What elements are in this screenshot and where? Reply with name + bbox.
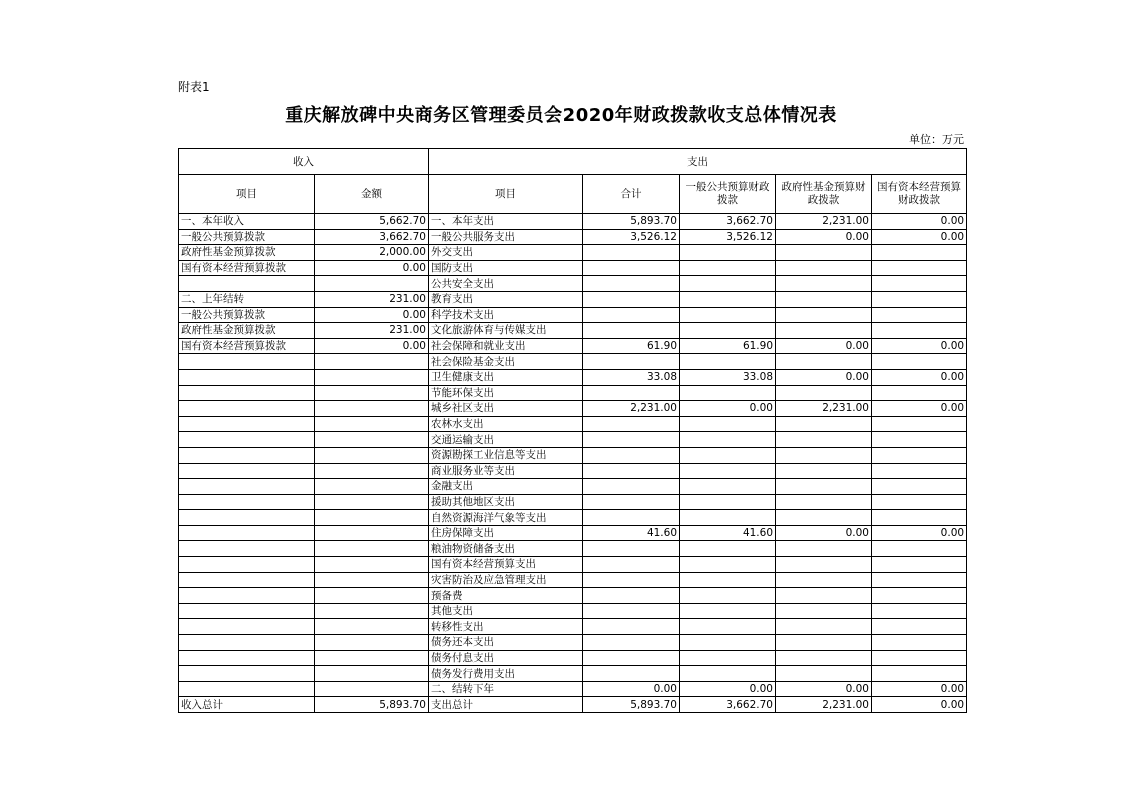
income-amount-cell xyxy=(315,401,429,417)
exp-item-cell: 债务付息支出 xyxy=(429,650,583,666)
table-row xyxy=(179,557,967,573)
exp-item-cell: 城乡社区支出 xyxy=(429,401,583,417)
income-item-cell xyxy=(179,666,315,682)
exp-item-cell: 粮油物资储备支出 xyxy=(429,541,583,557)
income-item-cell xyxy=(179,369,315,385)
unit-label: 单位：万元 xyxy=(909,133,964,146)
table-row xyxy=(179,572,967,588)
general-cell: 41.60 xyxy=(680,525,776,541)
fund-cell: 0.00 xyxy=(776,338,872,354)
exp-item-cell: 农林水支出 xyxy=(429,416,583,432)
general-cell xyxy=(680,416,776,432)
total-cell xyxy=(583,245,680,261)
exp-item-cell: 转移性支出 xyxy=(429,619,583,635)
table-row xyxy=(179,681,967,697)
exp-item-cell: 住房保障支出 xyxy=(429,525,583,541)
total-cell xyxy=(583,572,680,588)
table-row xyxy=(179,214,967,230)
exp-item-cell: 一般公共服务支出 xyxy=(429,229,583,245)
income-amount-cell: 0.00 xyxy=(315,260,429,276)
total-cell xyxy=(583,385,680,401)
table-row xyxy=(179,541,967,557)
general-cell xyxy=(680,260,776,276)
state-cell xyxy=(872,494,967,510)
income-amount-cell xyxy=(315,276,429,292)
table-row xyxy=(179,619,967,635)
fund-cell xyxy=(776,557,872,573)
table-row xyxy=(179,369,967,385)
income-amount-cell: 231.00 xyxy=(315,323,429,339)
total-cell: 5,893.70 xyxy=(583,214,680,230)
header-row-group xyxy=(179,149,967,175)
income-amount-cell: 5,662.70 xyxy=(315,214,429,230)
fund-cell xyxy=(776,245,872,261)
income-item-cell xyxy=(179,572,315,588)
income-item-cell xyxy=(179,416,315,432)
table-row xyxy=(179,229,967,245)
total-cell xyxy=(583,307,680,323)
fund-cell xyxy=(776,541,872,557)
income-item-cell xyxy=(179,432,315,448)
total-cell xyxy=(583,588,680,604)
budget-table xyxy=(178,148,967,713)
income-item-cell xyxy=(179,479,315,495)
exp-item-cell: 自然资源海洋气象等支出 xyxy=(429,510,583,526)
exp-item-cell: 科学技术支出 xyxy=(429,307,583,323)
table-row xyxy=(179,401,967,417)
general-cell xyxy=(680,572,776,588)
general-cell xyxy=(680,619,776,635)
state-cell xyxy=(872,245,967,261)
col-header-income-amount: 金额 xyxy=(315,175,429,214)
total-cell xyxy=(583,510,680,526)
income-item-cell xyxy=(179,588,315,604)
state-cell xyxy=(872,291,967,307)
general-cell xyxy=(680,510,776,526)
fund-cell: 0.00 xyxy=(776,369,872,385)
total-cell xyxy=(583,479,680,495)
col-header-state: 国有资本经营预算财政拨款 xyxy=(872,175,967,214)
total-cell xyxy=(583,557,680,573)
total-cell xyxy=(583,635,680,651)
income-amount-cell: 2,000.00 xyxy=(315,245,429,261)
fund-cell xyxy=(776,354,872,370)
income-amount-cell xyxy=(315,635,429,651)
income-item-cell xyxy=(179,557,315,573)
general-cell: 61.90 xyxy=(680,338,776,354)
state-cell xyxy=(872,510,967,526)
income-item-cell: 政府性基金预算拨款 xyxy=(179,323,315,339)
fund-cell xyxy=(776,494,872,510)
total-cell xyxy=(583,541,680,557)
income-amount-cell xyxy=(315,510,429,526)
income-amount-cell xyxy=(315,525,429,541)
exp-item-cell: 国防支出 xyxy=(429,260,583,276)
general-cell xyxy=(680,276,776,292)
state-cell xyxy=(872,447,967,463)
table-row xyxy=(179,291,967,307)
fund-cell xyxy=(776,479,872,495)
income-item-cell xyxy=(179,681,315,697)
fund-cell xyxy=(776,276,872,292)
income-amount-cell xyxy=(315,385,429,401)
general-cell xyxy=(680,557,776,573)
total-cell: 61.90 xyxy=(583,338,680,354)
income-amount-cell xyxy=(315,447,429,463)
total-cell xyxy=(583,276,680,292)
income-group-header: 收入 xyxy=(179,149,429,175)
fund-cell xyxy=(776,416,872,432)
income-item-cell xyxy=(179,525,315,541)
header-row-columns xyxy=(179,175,967,214)
general-cell xyxy=(680,463,776,479)
table-row xyxy=(179,323,967,339)
fund-cell xyxy=(776,260,872,276)
exp-item-cell: 国有资本经营预算支出 xyxy=(429,557,583,573)
exp-item-cell: 社会保障和就业支出 xyxy=(429,338,583,354)
table-row xyxy=(179,510,967,526)
fund-cell xyxy=(776,307,872,323)
general-cell: 3,662.70 xyxy=(680,214,776,230)
income-item-cell: 国有资本经营预算拨款 xyxy=(179,260,315,276)
exp-item-cell: 援助其他地区支出 xyxy=(429,494,583,510)
income-amount-cell xyxy=(315,681,429,697)
fund-cell xyxy=(776,323,872,339)
table-row xyxy=(179,276,967,292)
general-cell: 0.00 xyxy=(680,401,776,417)
total-cell xyxy=(583,323,680,339)
income-amount-cell xyxy=(315,541,429,557)
table-row xyxy=(179,338,967,354)
fund-cell: 0.00 xyxy=(776,229,872,245)
general-cell xyxy=(680,588,776,604)
state-cell xyxy=(872,463,967,479)
fund-cell xyxy=(776,572,872,588)
table-row xyxy=(179,494,967,510)
general-cell xyxy=(680,541,776,557)
state-cell: 0.00 xyxy=(872,229,967,245)
total-cell xyxy=(583,432,680,448)
state-cell xyxy=(872,650,967,666)
general-cell xyxy=(680,494,776,510)
total-cell: 2,231.00 xyxy=(583,401,680,417)
exp-total-label: 支出总计 xyxy=(429,697,583,713)
fund-cell xyxy=(776,463,872,479)
income-item-cell: 国有资本经营预算拨款 xyxy=(179,338,315,354)
income-amount-cell xyxy=(315,603,429,619)
state-cell: 0.00 xyxy=(872,214,967,230)
exp-item-cell: 二、结转下年 xyxy=(429,681,583,697)
income-item-cell xyxy=(179,276,315,292)
income-total-label: 收入总计 xyxy=(179,697,315,713)
table-row xyxy=(179,635,967,651)
fund-cell xyxy=(776,432,872,448)
income-total-amount: 5,893.70 xyxy=(315,697,429,713)
income-amount-cell xyxy=(315,619,429,635)
state-cell xyxy=(872,572,967,588)
col-header-fund: 政府性基金预算财政拨款 xyxy=(776,175,872,214)
fund-cell xyxy=(776,291,872,307)
income-amount-cell xyxy=(315,416,429,432)
state-cell xyxy=(872,541,967,557)
total-cell xyxy=(583,291,680,307)
state-cell xyxy=(872,323,967,339)
state-cell xyxy=(872,260,967,276)
state-cell xyxy=(872,307,967,323)
income-item-cell: 一般公共预算拨款 xyxy=(179,307,315,323)
exp-item-cell: 外交支出 xyxy=(429,245,583,261)
income-amount-cell xyxy=(315,369,429,385)
exp-item-cell: 社会保险基金支出 xyxy=(429,354,583,370)
table-row xyxy=(179,260,967,276)
table-row xyxy=(179,245,967,261)
table-row xyxy=(179,307,967,323)
state-cell xyxy=(872,432,967,448)
general-cell xyxy=(680,291,776,307)
col-header-total: 合计 xyxy=(583,175,680,214)
general-cell xyxy=(680,432,776,448)
general-cell: 3,526.12 xyxy=(680,229,776,245)
exp-item-cell: 资源勘探工业信息等支出 xyxy=(429,447,583,463)
general-cell xyxy=(680,307,776,323)
state-cell xyxy=(872,276,967,292)
table-row xyxy=(179,463,967,479)
exp-item-cell: 卫生健康支出 xyxy=(429,369,583,385)
state-cell: 0.00 xyxy=(872,338,967,354)
table-row xyxy=(179,650,967,666)
income-item-cell xyxy=(179,619,315,635)
page-title: 重庆解放碑中央商务区管理委员会2020年财政拨款收支总体情况表 xyxy=(285,105,837,126)
general-cell xyxy=(680,479,776,495)
fund-cell xyxy=(776,666,872,682)
income-amount-cell xyxy=(315,494,429,510)
exp-item-cell: 债务发行费用支出 xyxy=(429,666,583,682)
fund-cell xyxy=(776,650,872,666)
table-row xyxy=(179,432,967,448)
general-cell xyxy=(680,666,776,682)
total-cell: 3,526.12 xyxy=(583,229,680,245)
income-item-cell: 一般公共预算拨款 xyxy=(179,229,315,245)
total-cell: 41.60 xyxy=(583,525,680,541)
income-amount-cell: 0.00 xyxy=(315,338,429,354)
total-cell xyxy=(583,463,680,479)
income-item-cell xyxy=(179,541,315,557)
fund-cell: 0.00 xyxy=(776,525,872,541)
total-cell xyxy=(583,447,680,463)
expenditure-group-header: 支出 xyxy=(429,149,967,175)
total-cell xyxy=(583,354,680,370)
table-row xyxy=(179,525,967,541)
col-header-general: 一般公共预算财政拨款 xyxy=(680,175,776,214)
income-amount-cell: 0.00 xyxy=(315,307,429,323)
general-cell: 0.00 xyxy=(680,681,776,697)
total-cell xyxy=(583,494,680,510)
total-cell: 33.08 xyxy=(583,369,680,385)
income-amount-cell xyxy=(315,666,429,682)
fund-cell xyxy=(776,447,872,463)
exp-total-state: 0.00 xyxy=(872,697,967,713)
state-cell xyxy=(872,666,967,682)
fund-cell xyxy=(776,510,872,526)
fund-cell xyxy=(776,588,872,604)
total-cell xyxy=(583,650,680,666)
state-cell: 0.00 xyxy=(872,681,967,697)
income-amount-cell xyxy=(315,588,429,604)
state-cell xyxy=(872,588,967,604)
table-row xyxy=(179,354,967,370)
general-cell xyxy=(680,635,776,651)
table-row xyxy=(179,588,967,604)
total-cell xyxy=(583,603,680,619)
exp-item-cell: 债务还本支出 xyxy=(429,635,583,651)
income-amount-cell xyxy=(315,479,429,495)
income-amount-cell xyxy=(315,432,429,448)
total-cell xyxy=(583,619,680,635)
state-cell: 0.00 xyxy=(872,369,967,385)
general-cell xyxy=(680,354,776,370)
exp-item-cell: 教育支出 xyxy=(429,291,583,307)
state-cell xyxy=(872,635,967,651)
state-cell xyxy=(872,619,967,635)
fund-cell: 2,231.00 xyxy=(776,214,872,230)
table-row xyxy=(179,447,967,463)
income-item-cell xyxy=(179,385,315,401)
income-amount-cell: 231.00 xyxy=(315,291,429,307)
income-amount-cell xyxy=(315,463,429,479)
general-cell xyxy=(680,385,776,401)
total-cell xyxy=(583,260,680,276)
income-item-cell xyxy=(179,354,315,370)
income-item-cell xyxy=(179,650,315,666)
table-row xyxy=(179,603,967,619)
fund-cell xyxy=(776,385,872,401)
state-cell xyxy=(872,385,967,401)
income-item-cell: 政府性基金预算拨款 xyxy=(179,245,315,261)
income-item-cell xyxy=(179,463,315,479)
income-item-cell xyxy=(179,603,315,619)
general-cell xyxy=(680,650,776,666)
income-item-cell xyxy=(179,635,315,651)
state-cell: 0.00 xyxy=(872,525,967,541)
fund-cell xyxy=(776,619,872,635)
income-amount-cell xyxy=(315,650,429,666)
income-item-cell xyxy=(179,401,315,417)
total-cell: 0.00 xyxy=(583,681,680,697)
state-cell xyxy=(872,354,967,370)
total-cell xyxy=(583,666,680,682)
table-row xyxy=(179,666,967,682)
state-cell xyxy=(872,416,967,432)
table-row xyxy=(179,385,967,401)
appendix-label: 附表1 xyxy=(178,80,210,94)
total-cell xyxy=(583,416,680,432)
fund-cell xyxy=(776,635,872,651)
income-item-cell xyxy=(179,447,315,463)
fund-cell: 2,231.00 xyxy=(776,401,872,417)
col-header-income-item: 项目 xyxy=(179,175,315,214)
exp-item-cell: 交通运输支出 xyxy=(429,432,583,448)
exp-item-cell: 预备费 xyxy=(429,588,583,604)
general-cell xyxy=(680,245,776,261)
state-cell: 0.00 xyxy=(872,401,967,417)
income-amount-cell xyxy=(315,557,429,573)
fund-cell: 0.00 xyxy=(776,681,872,697)
exp-item-cell: 金融支出 xyxy=(429,479,583,495)
exp-item-cell: 节能环保支出 xyxy=(429,385,583,401)
exp-item-cell: 文化旅游体育与传媒支出 xyxy=(429,323,583,339)
exp-item-cell: 一、本年支出 xyxy=(429,214,583,230)
exp-total-fund: 2,231.00 xyxy=(776,697,872,713)
general-cell: 33.08 xyxy=(680,369,776,385)
exp-item-cell: 商业服务业等支出 xyxy=(429,463,583,479)
income-amount-cell: 3,662.70 xyxy=(315,229,429,245)
state-cell xyxy=(872,557,967,573)
table-row xyxy=(179,416,967,432)
general-cell xyxy=(680,323,776,339)
exp-item-cell: 灾害防治及应急管理支出 xyxy=(429,572,583,588)
income-amount-cell xyxy=(315,354,429,370)
fund-cell xyxy=(776,603,872,619)
state-cell xyxy=(872,479,967,495)
col-header-exp-item: 项目 xyxy=(429,175,583,214)
exp-total-general: 3,662.70 xyxy=(680,697,776,713)
general-cell xyxy=(680,447,776,463)
income-amount-cell xyxy=(315,572,429,588)
income-item-cell xyxy=(179,494,315,510)
exp-total-total: 5,893.70 xyxy=(583,697,680,713)
totals-row xyxy=(179,697,967,713)
exp-item-cell: 公共安全支出 xyxy=(429,276,583,292)
exp-item-cell: 其他支出 xyxy=(429,603,583,619)
income-item-cell: 一、本年收入 xyxy=(179,214,315,230)
table-row xyxy=(179,479,967,495)
general-cell xyxy=(680,603,776,619)
state-cell xyxy=(872,603,967,619)
income-item-cell xyxy=(179,510,315,526)
income-item-cell: 二、上年结转 xyxy=(179,291,315,307)
